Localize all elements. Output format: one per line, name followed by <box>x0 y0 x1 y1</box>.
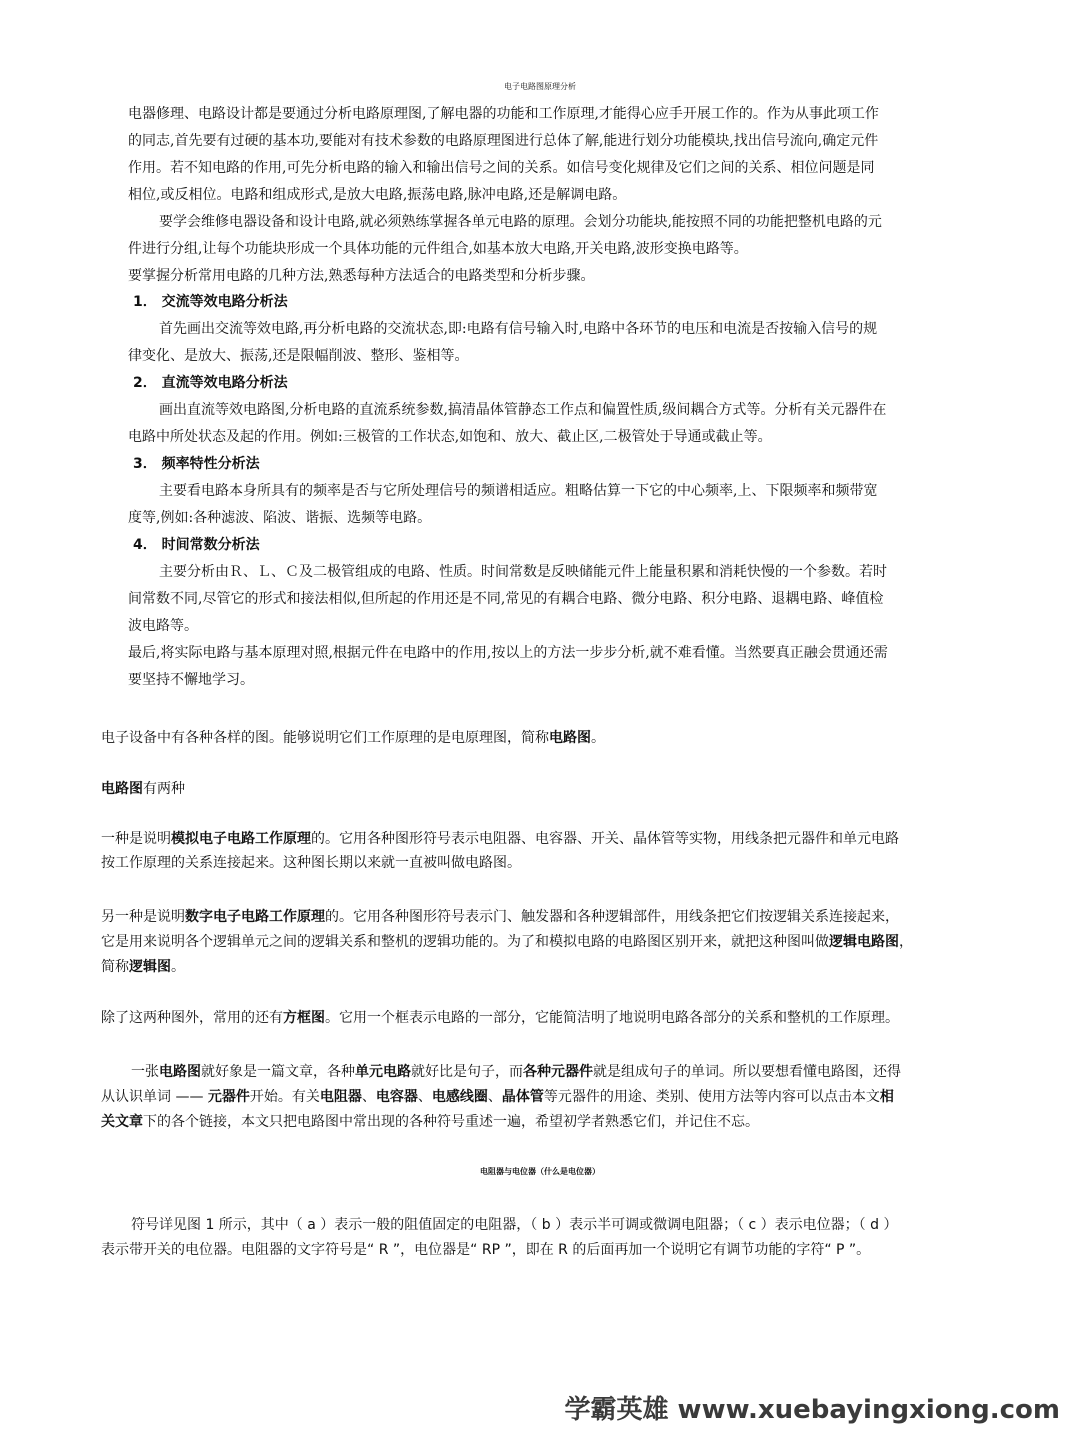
text-run: 有两种 <box>143 781 185 797</box>
intro-line: 相位,或反相位。电路和组成形式,是放大电路,振荡电路,脉冲电路,还是解调电路。 <box>128 187 627 203</box>
paragraph-analog-line <box>101 829 899 849</box>
paragraph-analogy-line <box>131 1062 901 1082</box>
bold-term: 逻辑图 <box>129 959 171 975</box>
bold-term: 元器件 <box>207 1089 250 1105</box>
method-line: 首先画出交流等效电路,再分析电路的交流状态,即:电路有信号输入时,电路中各环节的电压和电流是否按输入信号的规 <box>159 321 878 337</box>
bold-term: 电容器 <box>375 1089 418 1105</box>
method-line: 主要分析由Ｒ、Ｌ、Ｃ及二极管组成的电路、性质。时间常数是反映储能元件上能量积累和消耗快慢的一个参数。若时 <box>159 564 887 580</box>
method-heading: 1． 交流等效电路分析法 <box>133 294 288 310</box>
method-heading: 3． 频率特性分析法 <box>133 456 260 472</box>
method-line: 波电路等。 <box>128 618 198 634</box>
text-run: 另一种是说明 <box>101 909 185 925</box>
text-run: 的。它用各种图形符号表示门、触发器和各种逻辑部件，用线条把它们按逻辑关系连接起来， <box>325 909 899 925</box>
text-run: 从认识单词 —— <box>101 1089 208 1105</box>
paragraph-analogy-line <box>101 1087 894 1107</box>
text-run: 就好比是句子，而 <box>411 1064 523 1080</box>
section-title: 电阻器与电位器（什么是电位器） <box>480 1167 600 1176</box>
paragraph-analog-line: 按工作原理的关系连接起来。这种图长期以来就一直被叫做电路图。 <box>101 855 521 871</box>
bold-term: 逻辑电路图 <box>829 934 899 950</box>
method-line: 间常数不同,尽管它的形式和接法相似,但所起的作用还是不同,常见的有耦合电路、微分电路、积分电路、退耦电路、峰值检 <box>128 591 884 607</box>
bold-term: 相 <box>879 1089 894 1105</box>
method-heading: 4． 时间常数分析法 <box>133 537 260 553</box>
bold-term: 电路图 <box>549 730 591 746</box>
bold-term: 晶体管 <box>501 1089 544 1105</box>
bold-term: 关文章 <box>101 1114 143 1130</box>
paragraph-analogy-line <box>101 1112 759 1132</box>
bold-term: 方框图 <box>283 1010 325 1026</box>
method-heading: 2． 直流等效电路分析法 <box>133 375 288 391</box>
bold-term: 模拟电子电路工作原理 <box>171 831 311 847</box>
paragraph-two-kinds <box>101 779 185 799</box>
intro-line: 的同志,首先要有过硬的基本功,要能对有技术参数的电路原理图进行总体了解,能进行划分功能模块,找出信号流向,确定元件 <box>128 133 879 149</box>
text-run: 除了这两种图外，常用的还有 <box>101 1010 283 1026</box>
method-line: 律变化、是放大、振荡,还是限幅削波、整形、鉴相等。 <box>128 348 469 364</box>
bold-term: 电路图 <box>101 781 143 797</box>
intro-line: 件进行分组,让每个功能块形成一个具体功能的元件组合,如基本放大电路,开关电路,波形变换电路等。 <box>128 241 748 257</box>
text-run: 一张 <box>131 1064 159 1080</box>
text-run: 、 <box>487 1089 502 1105</box>
intro-line: 电器修理、电路设计都是要通过分析电路原理图,了解电器的功能和工作原理,才能得心应手开展工作的。作为从事此项工作 <box>128 106 879 122</box>
paragraph-digital-line <box>101 907 899 927</box>
text-run: 就好象是一篇文章，各种 <box>201 1064 355 1080</box>
text-run: 。 <box>591 730 605 746</box>
conclusion-line: 最后,将实际电路与基本原理对照,根据元件在电路中的作用,按以上的方法一步步分析,就不难看懂。当然要真正融会贯通还需 <box>128 645 888 661</box>
bold-term: 各种元器件 <box>523 1064 593 1080</box>
text-run: 就是组成句子的单词。所以要想看懂电路图，还得 <box>593 1064 901 1080</box>
text-run: 简称 <box>101 959 129 975</box>
text-run: 。它用一个框表示电路的一部分，它能简洁明了地说明电路各部分的关系和整机的工作原理。 <box>325 1010 899 1026</box>
text-run: 、 <box>361 1089 376 1105</box>
text-run: 电子设备中有各种各样的图。能够说明它们工作原理的是电原理图，简称 <box>101 730 549 746</box>
intro-line: 要学会维修电器设备和设计电路,就必须熟练掌握各单元电路的原理。会划分功能块,能按照不同的功能把整机电路的元 <box>159 214 882 230</box>
paragraph-circuit-diagram <box>101 728 605 748</box>
text-run: 下的各个链接，本文只把电路图中常出现的各种符号重述一遍，希望初学者熟悉它们，并记住不忘。 <box>143 1114 759 1130</box>
paragraph-resistor-line: 表示带开关的电位器。电阻器的文字符号是“ R ”，电位器是“ RP ”，即在 R 的后面再加一个说明它有调节功能的字符“ P ”。 <box>101 1242 871 1258</box>
text-run: 它是用来说明各个逻辑单元之间的逻辑关系和整机的逻辑功能的。为了和模拟电路的电路图区别开来，就把这种图叫做 <box>101 934 829 950</box>
method-line: 主要看电路本身所具有的频率是否与它所处理信号的频谱相适应。粗略估算一下它的中心频率,上、下限频率和频带宽 <box>159 483 878 499</box>
text-run: 开始。有关 <box>249 1089 320 1105</box>
paragraph-resistor-line: 符号详见图 1 所示，其中（ a ）表示一般的阻值固定的电阻器，（ b ）表示半可调或微调电阻器；（ c ）表示电位器；（ d ） <box>131 1217 898 1233</box>
text-run: 等元器件的用途、类别、使用方法等内容可以点击本文 <box>543 1089 880 1105</box>
intro-line: 作用。若不知电路的作用,可先分析电路的输入和输出信号之间的关系。如信号变化规律及它们之间的关系、相位问题是同 <box>128 160 875 176</box>
intro-line: 要掌握分析常用电路的几种方法,熟悉每种方法适合的电路类型和分析步骤。 <box>128 268 595 284</box>
site-watermark: 学霸英雄 www.xuebayingxiong.com <box>564 1395 1060 1425</box>
method-line: 电路中所处状态及起的作用。例如:三极管的工作状态,如饱和、放大、截止区,二极管处于导通或截止等。 <box>128 429 772 445</box>
paragraph-digital-line <box>101 932 913 952</box>
method-line: 画出直流等效电路图,分析电路的直流系统参数,搞清晶体管静态工作点和偏置性质,级间耦合方式等。分析有关元器件在 <box>159 402 887 418</box>
paragraph-digital-line <box>101 957 185 977</box>
bold-term: 电感线圈 <box>431 1089 488 1105</box>
method-line: 度等,例如:各种滤波、陷波、谐振、选频等电路。 <box>128 510 432 526</box>
bold-term: 电阻器 <box>319 1089 362 1105</box>
text-run: 、 <box>417 1089 432 1105</box>
conclusion-line: 要坚持不懈地学习。 <box>128 672 254 688</box>
bold-term: 单元电路 <box>355 1064 411 1080</box>
bold-term: 数字电子电路工作原理 <box>185 909 325 925</box>
paragraph-block-diagram <box>101 1008 899 1028</box>
text-run: 。 <box>171 959 185 975</box>
text-run: 的。它用各种图形符号表示电阻器、电容器、开关、晶体管等实物，用线条把元器件和单元电路 <box>311 831 899 847</box>
text-run: 一种是说明 <box>101 831 171 847</box>
bold-term: 电路图 <box>159 1064 201 1080</box>
text-run: ， <box>899 934 913 950</box>
document-title: 电子电路图原理分析 <box>504 82 576 91</box>
